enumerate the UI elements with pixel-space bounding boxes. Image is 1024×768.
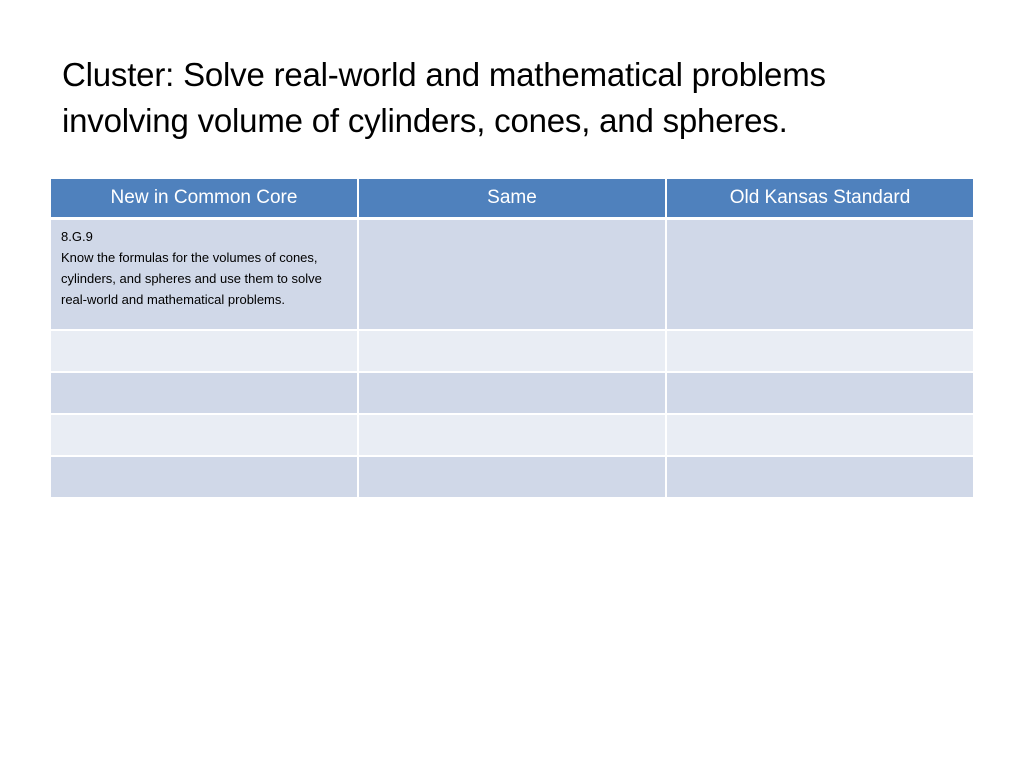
cell-same	[358, 219, 666, 331]
cell-same	[358, 330, 666, 372]
standard-code: 8.G.9	[61, 229, 93, 244]
cell-same	[358, 372, 666, 414]
cell-new-in-common-core	[51, 372, 358, 414]
cell-new-in-common-core	[51, 330, 358, 372]
table-row	[51, 456, 973, 498]
title-line-1: Cluster: Solve real-world and mathematical problems	[62, 56, 826, 93]
cell-new-in-common-core	[51, 456, 358, 498]
title-line-2: involving volume of cylinders, cones, and spheres.	[62, 102, 788, 139]
header-old-kansas-standard: Old Kansas Standard	[666, 179, 973, 219]
header-new-in-common-core: New in Common Core	[51, 179, 358, 219]
slide-title	[62, 52, 982, 144]
cell-old-kansas-standard	[666, 372, 973, 414]
cell-old-kansas-standard	[666, 330, 973, 372]
cell-old-kansas-standard	[666, 456, 973, 498]
standard-entry	[51, 220, 357, 310]
cell-same	[358, 414, 666, 456]
cell-old-kansas-standard	[666, 219, 973, 331]
table-row	[51, 372, 973, 414]
cell-new-in-common-core	[51, 414, 358, 456]
table-row	[51, 414, 973, 456]
cell-old-kansas-standard	[666, 414, 973, 456]
standard-description: Know the formulas for the volumes of cones, cylinders, and spheres and use them to solve real-world and mathematical problems.	[61, 250, 322, 307]
cell-same	[358, 456, 666, 498]
header-same: Same	[358, 179, 666, 219]
standards-comparison-table	[51, 179, 973, 499]
cell-new-in-common-core	[51, 219, 358, 331]
header-row	[51, 179, 973, 219]
table-row	[51, 219, 973, 331]
table-row	[51, 330, 973, 372]
